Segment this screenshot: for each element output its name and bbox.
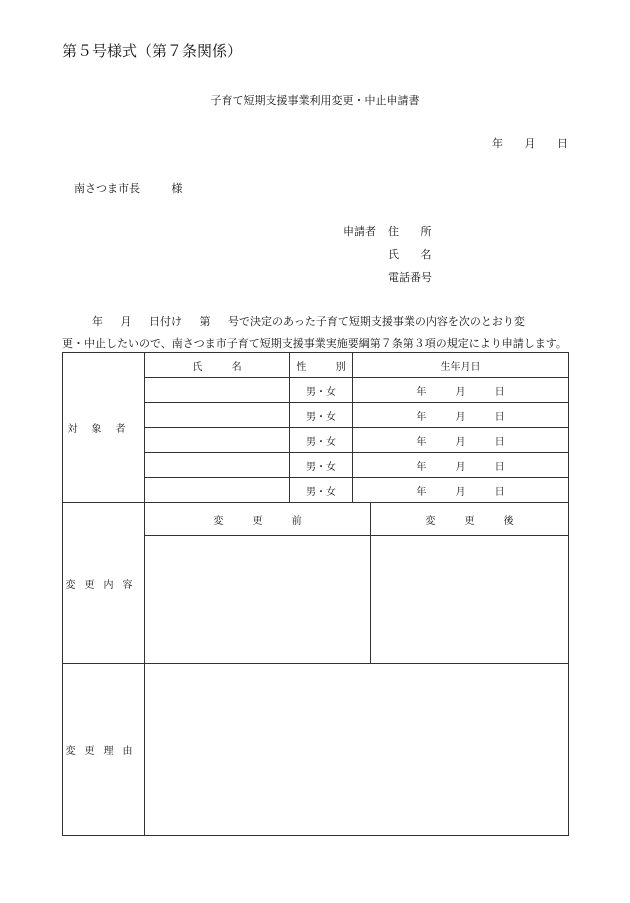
- date-line[interactable]: 年 月 日: [492, 137, 568, 150]
- gender-cell[interactable]: 男・女: [290, 428, 353, 453]
- addressee: 南さつま市長 様: [74, 182, 183, 195]
- before-field[interactable]: [145, 536, 371, 664]
- name-field[interactable]: 氏 名: [388, 248, 432, 261]
- birth-cell[interactable]: 年 月 日: [353, 478, 569, 503]
- name-cell[interactable]: [145, 428, 290, 453]
- birth-cell[interactable]: 年 月 日: [353, 378, 569, 403]
- birth-cell[interactable]: 年 月 日: [353, 428, 569, 453]
- col-gender-header: 性 別: [290, 353, 353, 378]
- after-field[interactable]: [371, 536, 569, 664]
- applicant-block: [343, 223, 432, 292]
- birth-cell[interactable]: 年 月 日: [353, 453, 569, 478]
- name-cell[interactable]: [145, 478, 290, 503]
- body-line-2: 更・中止したいので、南さつま市子育て短期支援事業実施要綱第７条第３項の規定により申請します。: [62, 337, 567, 350]
- applicant-label: 申請者: [343, 225, 376, 238]
- form-number: 第５号様式（第７条関係）: [62, 42, 243, 60]
- col-name-header: 氏 名: [145, 353, 290, 378]
- reason-field[interactable]: [145, 664, 569, 836]
- gender-cell[interactable]: 男・女: [290, 403, 353, 428]
- after-header: 変 更 後: [371, 503, 569, 536]
- name-cell[interactable]: [145, 403, 290, 428]
- form-title: 子育て短期支援事業利用変更・中止申請書: [210, 94, 420, 107]
- gender-cell[interactable]: 男・女: [290, 478, 353, 503]
- change-reason-label: 変更理由: [63, 664, 145, 836]
- gender-cell[interactable]: 男・女: [290, 453, 353, 478]
- name-cell[interactable]: [145, 378, 290, 403]
- name-cell[interactable]: [145, 453, 290, 478]
- subject-label: 対象者: [63, 353, 145, 503]
- address-field[interactable]: 住 所: [388, 225, 432, 238]
- before-header: 変 更 前: [145, 503, 371, 536]
- phone-field[interactable]: 電話番号: [388, 271, 432, 284]
- birth-cell[interactable]: 年 月 日: [353, 403, 569, 428]
- body-text: [62, 311, 568, 355]
- gender-cell[interactable]: 男・女: [290, 378, 353, 403]
- change-content-label: 変更内容: [63, 503, 145, 664]
- application-table: [62, 352, 569, 836]
- col-birth-header: 生年月日: [353, 353, 569, 378]
- body-line-1: 年 月 日付け 第 号で決定のあった子育て短期支援事業の内容を次のとおり変: [92, 315, 525, 328]
